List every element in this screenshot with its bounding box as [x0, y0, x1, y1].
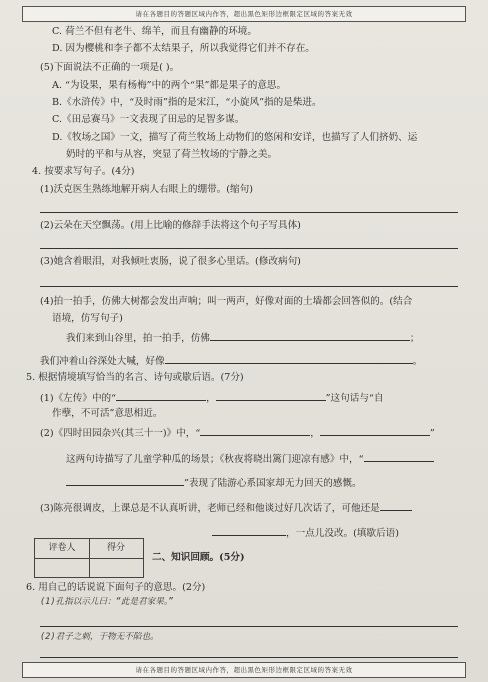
s4-item3: (3)她含着眼泪，对我倾吐衷肠，说了很多心里话。(修改病句) [40, 256, 301, 267]
section4-title: 4. 按要求写句子。(4分) [32, 166, 135, 177]
s5-item3-end-text: ，一点儿没改。(填歇后语) [286, 528, 400, 539]
s5-item1-tail: ”这句话与“自 [325, 393, 384, 404]
s6-item2: (2)君子之刺，于物无不陷也。 [40, 632, 159, 642]
s4-item4: (4)拍一拍手，仿佛大树都会发出声响；叫一两声，好像对面的土墙都会回答似的。(结合 [40, 296, 413, 307]
s4-item4-prompt2: 我们冲着山谷深处大喊，好像 。 [40, 356, 423, 367]
s6-answer-line2[interactable] [40, 657, 458, 658]
s4-prompt2-text: 我们冲着山谷深处大喊，好像 [40, 356, 165, 367]
s4-answer-line3[interactable] [40, 286, 458, 287]
q3-option-d: D. 因为樱桃和李子都不太结果子，所以我觉得它们并不存在。 [52, 43, 315, 54]
s4-item4-prompt1: 我们来到山谷里，拍一拍手，仿佛 ； [66, 333, 420, 344]
s5-item1-cont: 作孽，不可活”意思相近。 [52, 408, 163, 419]
q5-option-c: C.《田忌赛马》一文表现了田忌的足智多谋。 [52, 114, 245, 125]
s4-blank2[interactable] [165, 354, 413, 364]
s5-item2-end [66, 476, 362, 491]
q5-option-b: B.《水浒传》中，“及时雨”指的是宋江，“小旋风”指的是柴进。 [52, 97, 322, 108]
s5-item2-text: (2)《四时田园杂兴(其三十一)》中，“ [40, 428, 201, 439]
s4-blank1[interactable] [210, 331, 410, 341]
s4-item2: (2)云朵在天空飘荡。(用上比喻的修辞手法将这个句子写具体) [40, 220, 301, 231]
s5-item1: (1)《左传》中的“ ， ”这句话与“自 [40, 393, 384, 404]
s4-answer-line2[interactable] [40, 248, 458, 249]
q3-option-c: C. 荷兰不但有老牛、绵羊，而且有幽静的环境。 [52, 26, 257, 37]
s4-item1: (1)沃克医生熟练地解开病人右眼上的绷带。(缩句) [40, 184, 253, 195]
s5-item1-text: (1)《左传》中的“ [40, 393, 117, 404]
score-box [34, 538, 144, 578]
s4-answer-line1[interactable] [40, 212, 458, 213]
reviewer-label: 评卷人 [35, 539, 90, 559]
s6-answer-line1[interactable] [40, 626, 458, 627]
score-cell[interactable] [89, 558, 143, 577]
header-notice: 请在各题目的答题区域内作答，超出黑色矩形边框限定区域的答案无效 [22, 6, 466, 22]
s5-blank2[interactable] [216, 391, 326, 401]
q5-stem: (5)下面说法不正确的一项是( )。 [40, 62, 180, 73]
reviewer-cell[interactable] [35, 558, 90, 577]
s5-blank7[interactable] [380, 501, 412, 511]
section5-title: 5. 根据情境填写恰当的名言、诗句或歇后语。(7分) [26, 372, 244, 383]
s5-blank3[interactable] [200, 426, 310, 436]
s4-prompt1-text: 我们来到山谷里，拍一拍手，仿佛 [66, 333, 210, 344]
s5-blank4[interactable] [320, 426, 430, 436]
score-label: 得分 [89, 539, 143, 559]
s5-item2-cont-text: 这两句诗描写了儿童学种瓜的场景；《秋夜将晓出篱门迎凉有感》中，“ [66, 454, 364, 465]
s5-blank6[interactable] [66, 476, 184, 486]
q5-option-d: D.《牧场之国》一文，描写了荷兰牧场上动物们的悠闲和安详，也描写了人们挤奶、运 [52, 132, 418, 143]
s5-item3-end [212, 526, 399, 541]
s6-item1: (1)孔指以示儿曰：“此是君家果。” [40, 597, 174, 607]
s5-item3-text: (3)陈亮很调皮，上课总是不认真听讲，老师已经和他谈过好几次话了，可他还是 [40, 503, 380, 514]
s5-item2-cont [66, 452, 434, 467]
footer-notice: 请在各题目的答题区域内作答，超出黑色矩形边框限定区域的答案无效 [22, 662, 466, 678]
s5-blank5[interactable] [364, 452, 434, 462]
s5-item3 [40, 501, 412, 516]
section6-title: 6. 用自己的话说说下面句子的意思。(2分) [26, 582, 206, 593]
s5-blank8[interactable] [212, 526, 286, 536]
q5-option-a: A. “为设果，果有杨梅”中的两个“果”都是果子的意思。 [52, 80, 287, 91]
s5-blank1[interactable] [116, 391, 206, 401]
s4-item4-cont: 语境，仿写句子) [52, 313, 123, 324]
q5-option-d-cont: 奶时的平和与从容，突显了荷兰牧场的宁静之美。 [66, 149, 278, 160]
s5-item2: (2)《四时田园杂兴(其三十一)》中，“ ， ” [40, 428, 435, 439]
s5-item2-end-text: ”表现了陆游心系国家却无力回天的感慨。 [184, 478, 362, 489]
part2-title: 二、知识回顾。(5分) [152, 552, 245, 563]
